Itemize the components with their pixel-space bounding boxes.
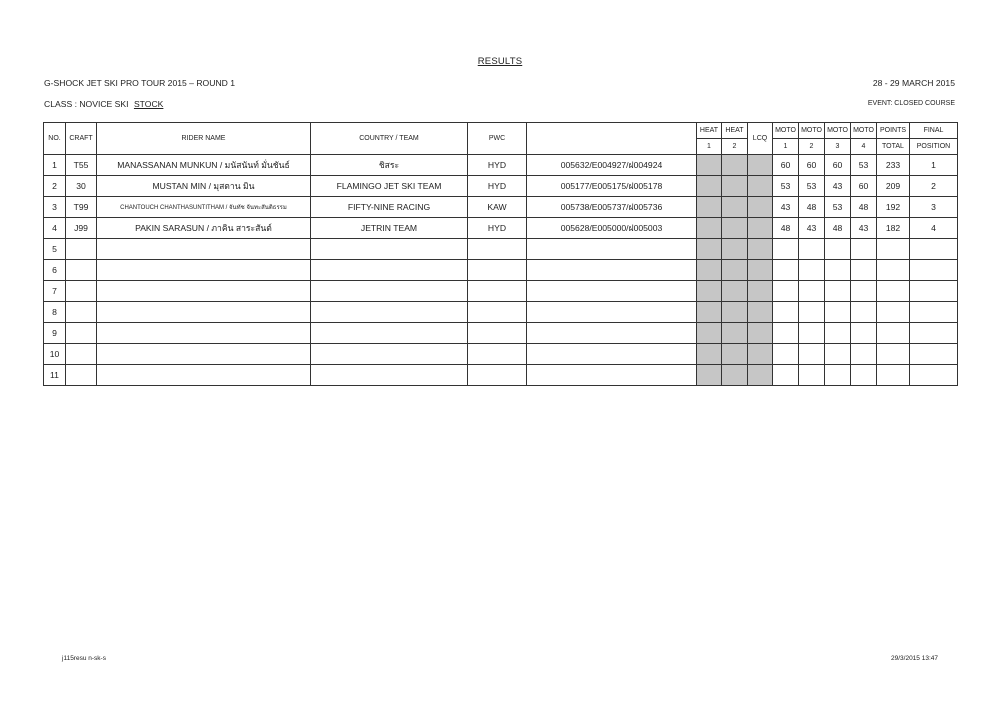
row-no: 7 [44,281,66,302]
empty-cell [311,260,468,281]
empty-cell [910,365,958,386]
event-type: EVENT: CLOSED COURSE [867,100,955,107]
empty-cell [799,365,825,386]
row-lcq [748,155,773,176]
row-craft: J99 [66,218,97,239]
empty-cell [468,344,527,365]
empty-cell [468,365,527,386]
table-row [44,176,958,197]
row-moto-3: 48 [825,218,851,239]
table-row [44,197,958,218]
empty-cell [97,239,311,260]
empty-cell [910,281,958,302]
row-heat-1 [697,155,722,176]
row-moto-4: 60 [851,176,877,197]
shaded-cell [722,344,748,365]
row-no: 8 [44,302,66,323]
shaded-cell [748,302,773,323]
empty-cell [877,365,910,386]
empty-cell [799,260,825,281]
empty-cell [527,323,697,344]
header-moto-d: MOTO [851,123,877,139]
row-country: JETRIN TEAM [311,218,468,239]
empty-cell [527,281,697,302]
row-rider: CHANTOUCH CHANTHASUNTITHAM / จันทัช จันทะสันติธรรม [97,197,311,218]
empty-cell [825,365,851,386]
header-moto-2: 2 [799,139,825,155]
row-moto-2: 60 [799,155,825,176]
header-country: COUNTRY / TEAM [311,123,468,155]
empty-cell [851,239,877,260]
class-suffix: STOCK [133,99,164,109]
row-serial: 005177/E005175/ฝ005178 [527,176,697,197]
row-heat-2 [722,197,748,218]
shaded-cell [722,323,748,344]
row-pwc: HYD [468,155,527,176]
header-moto-b: MOTO [799,123,825,139]
empty-cell [468,260,527,281]
shaded-cell [697,260,722,281]
header-no: NO. [44,123,66,155]
empty-cell [877,239,910,260]
empty-cell [825,260,851,281]
empty-cell [527,365,697,386]
table-row-empty [44,281,958,302]
empty-cell [877,344,910,365]
shaded-cell [697,323,722,344]
table-row-empty [44,260,958,281]
header-position: POSITION [910,139,958,155]
empty-cell [851,344,877,365]
empty-cell [910,260,958,281]
row-moto-4: 53 [851,155,877,176]
empty-cell [527,302,697,323]
row-moto-4: 43 [851,218,877,239]
shaded-cell [748,365,773,386]
row-no: 4 [44,218,66,239]
row-lcq [748,197,773,218]
header-moto-a: MOTO [773,123,799,139]
empty-cell [799,281,825,302]
empty-cell [910,239,958,260]
header-serial [527,123,697,155]
empty-cell [851,323,877,344]
row-moto-4: 48 [851,197,877,218]
row-heat-1 [697,218,722,239]
shaded-cell [697,302,722,323]
header-heat-1: 1 [697,139,722,155]
table-row [44,155,958,176]
row-position: 1 [910,155,958,176]
row-serial: 005628/E005000/ฝ005003 [527,218,697,239]
empty-cell [825,281,851,302]
empty-cell [910,344,958,365]
table-row-empty [44,302,958,323]
header-moto-1: 1 [773,139,799,155]
row-lcq [748,176,773,197]
empty-cell [97,302,311,323]
row-country: FIFTY-NINE RACING [311,197,468,218]
row-no: 1 [44,155,66,176]
header-rider: RIDER NAME [97,123,311,155]
empty-cell [468,281,527,302]
row-moto-1: 48 [773,218,799,239]
header-moto-c: MOTO [825,123,851,139]
row-moto-3: 53 [825,197,851,218]
row-rider: MANASSANAN MUNKUN / มนัสนันท์ มั่นชันธ์ [97,155,311,176]
empty-cell [877,323,910,344]
header-total: TOTAL [877,139,910,155]
row-no: 2 [44,176,66,197]
empty-cell [851,302,877,323]
empty-cell [773,344,799,365]
header-heat-2: 2 [722,139,748,155]
row-no: 11 [44,365,66,386]
empty-cell [851,281,877,302]
shaded-cell [748,344,773,365]
empty-cell [97,365,311,386]
shaded-cell [697,239,722,260]
shaded-cell [722,239,748,260]
shaded-cell [722,260,748,281]
empty-cell [877,302,910,323]
empty-cell [825,323,851,344]
empty-cell [773,239,799,260]
row-craft: 30 [66,176,97,197]
row-country: FLAMINGO JET SKI TEAM [311,176,468,197]
row-moto-3: 43 [825,176,851,197]
row-moto-2: 53 [799,176,825,197]
row-moto-3: 60 [825,155,851,176]
row-no: 6 [44,260,66,281]
empty-cell [825,302,851,323]
empty-cell [799,323,825,344]
shaded-cell [748,260,773,281]
row-craft: T99 [66,197,97,218]
row-position: 4 [910,218,958,239]
page-title: RESULTS [477,56,523,67]
shaded-cell [697,281,722,302]
empty-cell [773,323,799,344]
event-name: G-SHOCK JET SKI PRO TOUR 2015 – ROUND 1 [44,78,236,88]
empty-cell [825,344,851,365]
shaded-cell [697,344,722,365]
shaded-cell [748,281,773,302]
table-row-empty [44,323,958,344]
footer-timestamp: 29/3/2015 13:47 [891,655,938,662]
empty-cell [799,239,825,260]
empty-cell [910,323,958,344]
row-pwc: KAW [468,197,527,218]
empty-cell [66,365,97,386]
shaded-cell [722,302,748,323]
row-rider: PAKIN SARASUN / ภาคิน สาระสันต์ [97,218,311,239]
shaded-cell [722,281,748,302]
row-moto-1: 60 [773,155,799,176]
empty-cell [527,239,697,260]
empty-cell [66,239,97,260]
header-lcq: LCQ [748,123,773,155]
row-heat-1 [697,197,722,218]
row-moto-1: 43 [773,197,799,218]
empty-cell [66,302,97,323]
row-heat-2 [722,176,748,197]
empty-cell [66,344,97,365]
header-moto-3: 3 [825,139,851,155]
row-heat-2 [722,218,748,239]
results-table [43,122,958,386]
empty-cell [311,365,468,386]
empty-cell [799,344,825,365]
empty-cell [66,323,97,344]
empty-cell [851,365,877,386]
row-moto-2: 43 [799,218,825,239]
empty-cell [311,302,468,323]
empty-cell [66,281,97,302]
empty-cell [311,344,468,365]
row-heat-2 [722,155,748,176]
empty-cell [825,239,851,260]
row-total: 182 [877,218,910,239]
row-lcq [748,218,773,239]
empty-cell [97,344,311,365]
row-heat-1 [697,176,722,197]
row-no: 5 [44,239,66,260]
empty-cell [311,281,468,302]
empty-cell [877,260,910,281]
row-country: ชิสระ [311,155,468,176]
row-total: 192 [877,197,910,218]
row-craft: T55 [66,155,97,176]
row-no: 3 [44,197,66,218]
row-serial: 005632/E004927/ฝ004924 [527,155,697,176]
empty-cell [527,344,697,365]
class-line [44,99,163,109]
header-moto-4: 4 [851,139,877,155]
empty-cell [877,281,910,302]
shaded-cell [748,323,773,344]
shaded-cell [748,239,773,260]
empty-cell [468,323,527,344]
header-craft: CRAFT [66,123,97,155]
row-total: 209 [877,176,910,197]
row-position: 3 [910,197,958,218]
row-serial: 005738/E005737/ฝ005736 [527,197,697,218]
row-rider: MUSTAN MIN / มุสตาน มิน [97,176,311,197]
empty-cell [773,260,799,281]
row-no: 10 [44,344,66,365]
table-row-empty [44,344,958,365]
header-points: POINTS [877,123,910,139]
row-pwc: HYD [468,176,527,197]
empty-cell [468,302,527,323]
row-moto-1: 53 [773,176,799,197]
empty-cell [773,365,799,386]
empty-cell [468,239,527,260]
empty-cell [527,260,697,281]
class-prefix: CLASS : NOVICE SKI [44,99,129,109]
empty-cell [910,302,958,323]
row-total: 233 [877,155,910,176]
empty-cell [773,302,799,323]
header-heat-b: HEAT [722,123,748,139]
footer-file-code: j115resu n-sk-s [62,655,106,662]
empty-cell [97,260,311,281]
shaded-cell [697,365,722,386]
header-heat-a: HEAT [697,123,722,139]
empty-cell [311,323,468,344]
row-no: 9 [44,323,66,344]
empty-cell [773,281,799,302]
shaded-cell [722,365,748,386]
row-moto-2: 48 [799,197,825,218]
header-final: FINAL [910,123,958,139]
row-position: 2 [910,176,958,197]
table-row-empty [44,239,958,260]
table-row-empty [44,365,958,386]
row-pwc: HYD [468,218,527,239]
empty-cell [311,239,468,260]
empty-cell [97,281,311,302]
empty-cell [97,323,311,344]
header-pwc: PWC [468,123,527,155]
event-dates: 28 - 29 MARCH 2015 [872,78,955,88]
empty-cell [66,260,97,281]
empty-cell [799,302,825,323]
empty-cell [851,260,877,281]
table-row [44,218,958,239]
